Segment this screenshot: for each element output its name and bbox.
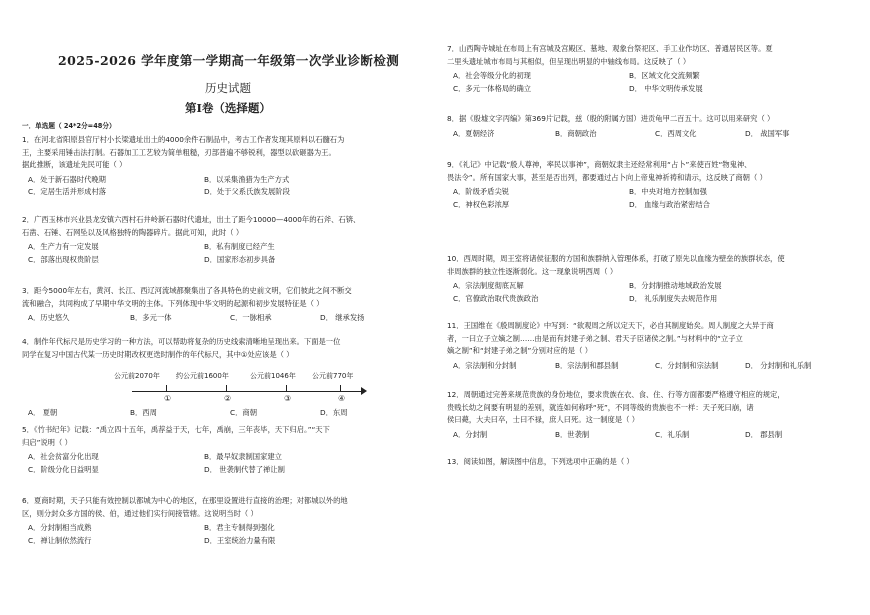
answer-option-B[interactable]: B．世袭制: [555, 429, 590, 439]
timeline-tick: [226, 385, 227, 391]
question-text-line: 同学在复习中国古代某一历史时期改权更迭时制作的年代标尺，其中①处应该是（ ）: [22, 349, 294, 359]
answer-option-A[interactable]: A．宗法制和分封制: [453, 360, 517, 370]
timeline-arrow: [361, 387, 367, 395]
answer-option-D[interactable]: D．王室统治力量有限: [204, 535, 276, 545]
question-text-line: 3．距今5000年左右，黄河、长江、西辽河流域都聚集出了各具特色的史前文明，它们彼此之间不断交: [22, 286, 352, 295]
question-4: [22, 336, 340, 361]
question-text-line: 2．广西玉林市兴业县龙安镇六西村石井岭新石器时代遗址，出土了距今10000—4000年的石斧、石锛、: [22, 215, 361, 224]
answer-option-C[interactable]: C．阶级分化日益明显: [28, 464, 99, 474]
answer-option-C[interactable]: C．禅让制依然流行: [28, 535, 92, 545]
question-3: [22, 285, 352, 310]
question-text-line: 1．在河北省阳原县官厅村小长梁遗址出土的4000余件石制品中，考古工作者发现其原料以石髓石为: [22, 135, 345, 144]
answer-option-D[interactable]: D．国家形态初步具备: [204, 254, 276, 264]
timeline-label: 公元前770年: [312, 372, 354, 380]
question-text-line: 嫡之制”和“封建子弟之制”分别对应的是（ ）: [447, 346, 593, 356]
answer-option-D[interactable]: D． 中华文明传承发展: [629, 83, 703, 93]
answer-option-A[interactable]: A．分封制相当成熟: [28, 523, 92, 533]
question-8: [447, 113, 774, 126]
question-text-line: 畏法令”。所有国家大事，甚至是否出列，都要通过占卜向上帝鬼神祈祷和请示，这反映了商朝（ ）: [447, 172, 767, 182]
question-12: [447, 389, 785, 427]
question-6: [22, 495, 348, 520]
timeline-marker: ③: [284, 394, 292, 403]
question-10: [447, 253, 785, 278]
answer-option-A[interactable]: A．社会等级分化的初现: [453, 71, 531, 81]
answer-option-A[interactable]: A．阶级矛盾尖锐: [453, 187, 510, 197]
question-text-line: 13．阅读如图，解读图中信息，下列选项中正确的是（ ）: [447, 457, 634, 466]
subject-title: 历史试题: [205, 81, 251, 95]
timeline-label: 公元前2070年: [114, 372, 160, 380]
question-text-line: 流和融合，共同构成了早期中华文明的主体。下列体现中华文明的起源和初步发展特征是（ ）: [22, 298, 324, 308]
answer-option-C[interactable]: C．西周文化: [655, 128, 697, 138]
answer-option-A[interactable]: A．分封制: [453, 429, 488, 439]
answer-option-B[interactable]: B．君主专制得到强化: [204, 523, 275, 533]
question-text-line: 6．夏商时期，天子只能有效控制以都城为中心的地区，在那里设置进行直接的治理；对都城以外的地: [22, 496, 348, 505]
question-13: [447, 456, 634, 469]
answer-option-A[interactable]: A．夏朝经济: [453, 128, 495, 138]
answer-option-C[interactable]: C．部落出现权贵阶层: [28, 254, 99, 264]
timeline-label: 公元前1046年: [250, 372, 296, 380]
question-text-line: 7．山西陶寺城址在布局上有宫城及宫殿区、墓地、观象台祭祀区、手工业作坊区、普通居民区等。夏: [447, 44, 773, 53]
answer-option-B[interactable]: B．私有制度已经产生: [204, 242, 275, 252]
question-text-line: 王，主要采用锤击法打制。石器加工工艺较为简单粗糙，刃部普遍不够锐利，器型以砍砸器为王。: [22, 147, 336, 157]
question-text-line: 归启”说明（ ）: [22, 437, 72, 447]
question-text-line: 8．据《殷墟文字丙编》第369片记载，兹（殷的附属方国）进贡龟甲二百五十。这可以用来研究（ ）: [447, 114, 775, 123]
answer-option-A[interactable]: A．处于新石器时代晚期: [28, 174, 106, 184]
question-text-line: 贵贱长幼之间要有明显的差别，就连如何称呼“死”，不同等级的贵族也不一样：天子死曰崩，诸: [447, 402, 754, 412]
answer-option-D[interactable]: D．东周: [320, 408, 348, 417]
timeline-marker: ②: [224, 394, 232, 403]
timeline-tick: [166, 385, 167, 391]
question-text-line: 二里头遗址城市布局与其相似，但呈现出明显的中轴线布局。这反映了（ ）: [447, 56, 691, 66]
timeline-marker: ①: [164, 394, 172, 403]
question-text-line: 4．制作年代标尺是历史学习的一种方法，可以帮助将复杂的历史线索清晰地呈现出来。下面是一位: [22, 337, 341, 346]
answer-option-D[interactable]: D． 战国军事: [745, 128, 790, 138]
part-title: 第Ⅰ卷（选择题）: [185, 101, 271, 115]
question-text-line: 石凿、石锤、石网坠以及风格独特的陶器碎片。据此可知，此时（ ）: [22, 227, 244, 237]
answer-option-D[interactable]: D． 世袭制代替了禅让制: [204, 464, 285, 474]
answer-option-A[interactable]: A．社会贫富分化出现: [28, 452, 99, 462]
answer-option-D[interactable]: D．处于父系氏族发展阶段: [204, 187, 290, 197]
answer-option-D[interactable]: D． 郡县制: [745, 429, 783, 439]
answer-option-A[interactable]: A．生产力有一定发展: [28, 242, 99, 252]
timeline-marker: ④: [338, 394, 346, 403]
answer-option-A[interactable]: A．历史悠久: [28, 313, 70, 323]
question-text-line: 9．《礼记》中记载“殷人尊神，率民以事神”，商朝奴隶主还经常利用“占卜”来使百姓“物鬼神、: [447, 160, 752, 169]
answer-option-D[interactable]: D． 血缘与政治紧密结合: [629, 199, 710, 209]
question-text-line: 据此推断，该遗址先民可能（ ）: [22, 160, 127, 170]
timeline-tick: [286, 385, 287, 391]
timeline-label: 约公元前1600年: [176, 372, 229, 380]
answer-option-D[interactable]: D． 分封制和礼乐制: [745, 360, 812, 370]
answer-option-B[interactable]: B．商朝政治: [555, 128, 597, 138]
answer-option-C[interactable]: C．多元一体格局的确立: [453, 83, 532, 93]
answer-option-C[interactable]: C．神权色彩浓厚: [453, 199, 510, 209]
timeline-axis: [132, 391, 362, 392]
answer-option-C[interactable]: C．礼乐制: [655, 429, 690, 439]
answer-option-B[interactable]: B．以采集渔猎为生产方式: [204, 174, 290, 184]
answer-option-C[interactable]: C．一脉相承: [230, 313, 272, 323]
question-2: [22, 214, 360, 239]
answer-option-C[interactable]: C．定居生活并形成村落: [28, 187, 107, 197]
answer-option-D[interactable]: D． 继承发扬: [320, 313, 365, 323]
question-text-line: 12．周朝通过完善来规范贵族的身份地位，要求贵族在衣、食、住、行等方面都要严格遵守相应的规定，: [447, 390, 785, 399]
question-11: [447, 320, 774, 358]
answer-option-D[interactable]: D． 礼乐制度失去规范作用: [629, 293, 718, 303]
answer-option-C[interactable]: C．官僚政治取代贵族政治: [453, 293, 539, 303]
answer-option-B[interactable]: B．分封制推动地域政治发展: [629, 281, 722, 291]
question-5: [22, 424, 330, 449]
question-text-line: 10．西周时期，周王室将诸侯征服的方国和族群纳入管理体系，打破了原先以血缘为壁垒的族群状态，使: [447, 254, 785, 263]
exam-title: 2025-2026 学年度第一学期高一年级第一次学业诊断检测: [58, 53, 400, 68]
answer-option-A[interactable]: A． 夏朝: [28, 408, 58, 417]
answer-option-B[interactable]: B．最早奴隶制国家建立: [204, 452, 282, 462]
answer-option-B[interactable]: B．西周: [130, 408, 157, 417]
question-9: [447, 159, 767, 184]
answer-option-B[interactable]: B．中央对地方控制加强: [629, 187, 707, 197]
question-text-line: 侯曰薨，大夫曰卒，士曰不禄，庶人曰死。这一制度是（ ）: [447, 415, 640, 425]
answer-option-C[interactable]: C．商朝: [230, 408, 257, 417]
section-heading: 一．单选题（ 24*2分=48分）: [22, 122, 116, 130]
question-text-line: 者，一曰立子立嫡之制……由是而有封建子弟之制、君天子臣诸侯之制。”与材料中的“立子立: [447, 333, 743, 343]
question-text-line: 5．《竹书纪年》记载：“禹立四十五年，禹荐益于天，七年，禹崩，三年丧毕，天下归启。”“天下: [22, 425, 330, 434]
timeline: [114, 367, 362, 403]
question-text-line: 11．王国维在《殷周制度论》中写到：“欲观周之所以定天下，必自其制度始矣。周人制度之大异于商: [447, 321, 774, 330]
question-1: [22, 134, 344, 172]
answer-option-A[interactable]: A．宗法制度彻底瓦解: [453, 281, 524, 291]
question-text-line: 区，则分封众多方国的侯、伯，通过他们实行间接管辖。这说明当时（ ）: [22, 508, 258, 518]
answer-option-B[interactable]: B．区域文化交流频繁: [629, 71, 700, 81]
timeline-tick: [340, 385, 341, 391]
question-7: [447, 43, 773, 68]
answer-option-B[interactable]: B．多元一体: [130, 313, 172, 323]
answer-option-B[interactable]: B．宗法制和郡县制: [555, 360, 619, 370]
answer-option-C[interactable]: C．分封制和宗法制: [655, 360, 719, 370]
question-text-line: 非周族群的独立性逐渐弱化。这一现象说明西周（ ）: [447, 266, 618, 276]
